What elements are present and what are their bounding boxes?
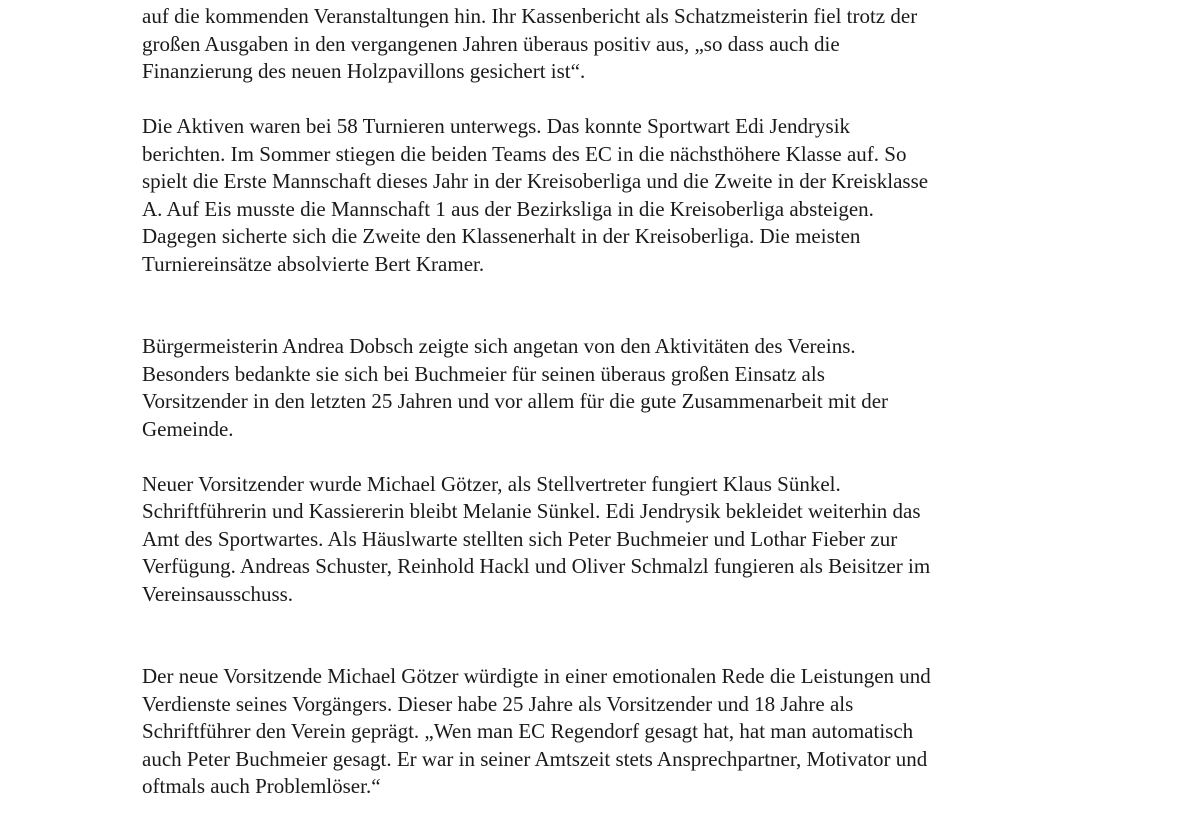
paragraph-sports-report bbox=[142, 113, 1062, 278]
paragraph-new-board bbox=[142, 471, 1062, 609]
text-line: Dagegen sicherte sich die Zweite den Klassenerhalt in der Kreisoberliga. Die meisten bbox=[142, 224, 861, 248]
text-line: Bürgermeisterin Andrea Dobsch zeigte sich angetan von den Aktivitäten des Vereins. bbox=[142, 334, 856, 358]
text-line: Der neue Vorsitzende Michael Götzer würdigte in einer emotionalen Rede die Leistungen und bbox=[142, 664, 931, 688]
document-page bbox=[142, 0, 1062, 801]
text-line: Gemeinde. bbox=[142, 416, 234, 441]
text-line: großen Ausgaben in den vergangenen Jahren überaus positiv aus, „so dass auch die bbox=[142, 31, 840, 56]
text-line: Amt des Sportwartes. Als Häuslwarte stellten sich Peter Buchmeier und Lothar Fieber zur bbox=[142, 526, 898, 551]
paragraph-tribute bbox=[142, 663, 1062, 801]
text-line: Vorsitzender in den letzten 25 Jahren und vor allem für die gute Zusammenarbeit mit der bbox=[142, 389, 889, 413]
text-line: Verdienste seines Vorgängers. Dieser habe 25 Jahre als Vorsitzender und 18 Jahre als bbox=[142, 691, 854, 716]
text-line: Finanzierung des neuen Holzpavillons gesichert ist“. bbox=[142, 59, 586, 83]
text-line: Turniereinsätze absolvierte Bert Kramer. bbox=[142, 251, 485, 276]
text-line: A. Auf Eis musste die Mannschaft 1 aus der Bezirksliga in die Kreisoberliga absteigen. bbox=[142, 196, 874, 221]
text-line: Neuer Vorsitzender wurde Michael Götzer, als Stellvertreter fungiert Klaus Sünkel. bbox=[142, 471, 841, 496]
text-line: Schriftführerin und Kassiererin bleibt Melanie Sünkel. Edi Jendrysik bekleidet weiterhin das bbox=[142, 499, 921, 523]
paragraph-finances bbox=[142, 3, 1062, 86]
text-line: Besonders bedankte sie sich bei Buchmeier für seinen überaus großen Einsatz als bbox=[142, 361, 825, 386]
text-line: Die Aktiven waren bei 58 Turnieren unterwegs. Das konnte Sportwart Edi Jendrysik bbox=[142, 114, 851, 138]
text-line: auch Peter Buchmeier gesagt. Er war in seiner Amtszeit stets Ansprechpartner, Motivator und bbox=[142, 746, 928, 771]
text-line: oftmals auch Problemlöser.“ bbox=[142, 774, 381, 798]
paragraph-mayor bbox=[142, 333, 1062, 443]
text-line: Verfügung. Andreas Schuster, Reinhold Hackl und Oliver Schmalzl fungieren als Beisitzer im bbox=[142, 554, 931, 578]
text-line: Schriftführer den Verein geprägt. „Wen man EC Regendorf gesagt hat, hat man automatisch bbox=[142, 719, 914, 743]
text-line: auf die kommenden Veranstaltungen hin. Ihr Kassenbericht als Schatzmeisterin fiel trotz der bbox=[142, 4, 918, 28]
text-line: Vereinsausschuss. bbox=[142, 581, 294, 606]
text-line: berichten. Im Sommer stiegen die beiden Teams des EC in die nächsthöhere Klasse auf. So bbox=[142, 141, 907, 166]
text-line: spielt die Erste Mannschaft dieses Jahr in der Kreisoberliga und die Zweite in der Kreisklasse bbox=[142, 169, 929, 193]
